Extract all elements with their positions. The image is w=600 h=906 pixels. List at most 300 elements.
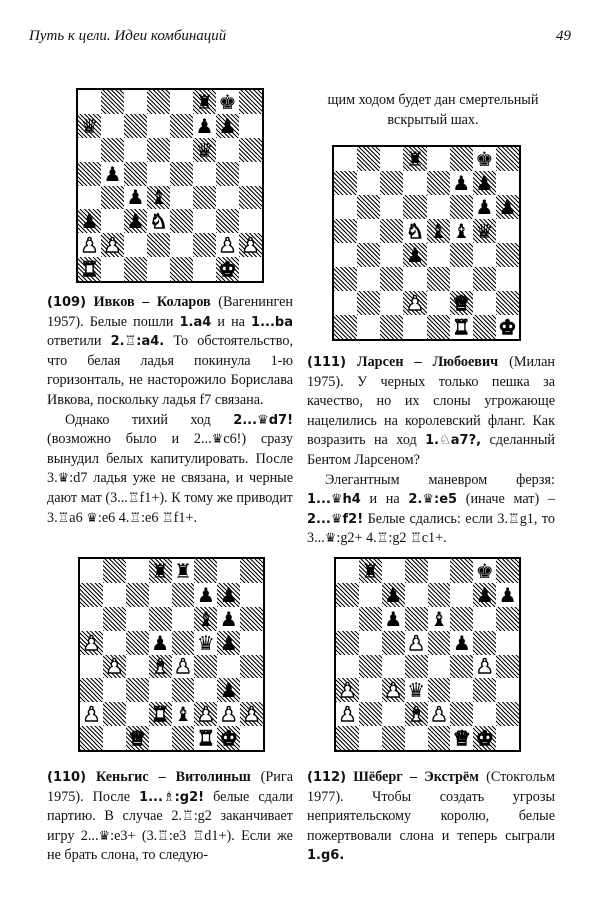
board-square xyxy=(450,726,473,750)
board-square xyxy=(170,233,193,257)
black-bishop-icon: ♝ xyxy=(429,606,448,631)
board-square xyxy=(427,291,450,315)
text-run: :e3 xyxy=(168,827,193,844)
queen-icon: ♛ xyxy=(324,531,337,547)
black-pawn-icon: ♟ xyxy=(452,630,471,655)
black-bishop-icon: ♝ xyxy=(173,702,192,727)
board-square xyxy=(473,631,496,655)
board-square xyxy=(473,726,496,750)
board-square xyxy=(450,678,473,702)
board-square xyxy=(405,559,428,583)
board-square xyxy=(216,162,239,186)
board-square xyxy=(496,147,519,171)
text-run: (возможно было и 2... xyxy=(47,431,212,448)
text-run: :e3+ (3. xyxy=(110,827,158,844)
board-square xyxy=(336,607,359,631)
black-pawn-icon: ♟ xyxy=(219,630,238,655)
board-square xyxy=(124,233,147,257)
black-rook-icon: ♜ xyxy=(405,147,424,171)
board-square xyxy=(428,583,451,607)
board-square xyxy=(80,631,103,655)
game-number: (110) xyxy=(47,770,87,785)
queen-icon: ♛ xyxy=(422,492,434,508)
player-names: Ивков – Коларов xyxy=(93,294,211,310)
board-square xyxy=(359,631,382,655)
rook-icon: ♖ xyxy=(410,531,422,547)
board-square xyxy=(496,219,519,243)
board-square xyxy=(496,291,519,315)
queen-icon: ♛ xyxy=(330,492,343,508)
game-109-intro xyxy=(47,293,293,411)
board-square xyxy=(359,559,382,583)
board-square xyxy=(194,559,217,583)
board-square xyxy=(80,559,103,583)
chess-diagram-111 xyxy=(332,145,521,341)
text-run: (иначе мат) – xyxy=(457,491,555,508)
queen-icon: ♛ xyxy=(211,432,224,448)
text-run: (Милан 1975). У черных только пешка за качество, но их слоны угрожающе нацелились на королевский фланг. Как возразить на ход xyxy=(307,354,556,449)
board-square xyxy=(357,171,380,195)
white-rook-icon: ♜ xyxy=(80,257,99,282)
text-run: сделанный Бентом Ларсеном? xyxy=(307,432,556,468)
board-square xyxy=(126,631,149,655)
board-square xyxy=(172,655,195,679)
text-run: :d7 ладья уже не связана, и черные дают мат (3... xyxy=(47,470,293,506)
board-square xyxy=(496,631,519,655)
rook-icon: ♖ xyxy=(161,510,174,526)
board-square xyxy=(80,583,103,607)
board-square xyxy=(147,138,170,162)
board-square xyxy=(239,162,262,186)
board-square xyxy=(428,655,451,679)
board-square xyxy=(101,209,124,233)
black-bishop-icon: ♝ xyxy=(149,185,168,210)
text-run: (Стокгольм 1977). Чтобы создать угрозы неприятельскому королю, белые пожертвовали слона и теперь сыграли xyxy=(307,769,555,844)
black-queen-icon: ♛ xyxy=(196,630,215,655)
black-pawn-icon: ♟ xyxy=(498,195,517,219)
board-square xyxy=(217,678,240,702)
text-run: f1+). К тому же приводит 3. xyxy=(47,489,293,526)
board-square xyxy=(103,678,126,702)
move-notation: 1.a4 xyxy=(179,314,212,330)
board-square xyxy=(357,291,380,315)
white-pawn-icon: ♟ xyxy=(429,702,448,727)
board-square xyxy=(359,702,382,726)
board-square xyxy=(103,607,126,631)
board-square xyxy=(124,138,147,162)
board-square xyxy=(357,243,380,267)
board-square xyxy=(147,186,170,210)
board-square xyxy=(80,607,103,631)
board-square xyxy=(450,171,473,195)
text-run: и на xyxy=(211,313,252,330)
board-square xyxy=(216,114,239,138)
board-square xyxy=(359,607,382,631)
board-square xyxy=(170,257,193,281)
move-notation: 2... xyxy=(233,412,258,428)
black-pawn-icon: ♟ xyxy=(126,185,145,210)
board-square xyxy=(216,209,239,233)
game-number: (112) xyxy=(307,770,347,785)
black-pawn-icon: ♟ xyxy=(126,209,145,234)
player-names: Ларсен – Любоевич xyxy=(357,354,499,370)
board-square xyxy=(216,233,239,257)
board-square xyxy=(193,162,216,186)
board-square xyxy=(496,678,519,702)
running-title: Путь к цели. Идеи комбинаций xyxy=(29,28,227,44)
board-square xyxy=(427,171,450,195)
page-number: 49 xyxy=(556,28,571,44)
board-square xyxy=(450,267,473,291)
board-square xyxy=(496,195,519,219)
board-square xyxy=(427,315,450,339)
board-square xyxy=(101,138,124,162)
board-square xyxy=(473,291,496,315)
game-number: (109) xyxy=(47,295,87,310)
board-square xyxy=(428,726,451,750)
black-queen-icon: ♛ xyxy=(80,113,99,138)
board-square xyxy=(217,655,240,679)
board-square xyxy=(405,678,428,702)
board-square xyxy=(357,267,380,291)
board-square xyxy=(427,147,450,171)
continued-paragraph: щим ходом будет дан смертельный вскрытый шах. xyxy=(327,92,539,128)
board-square xyxy=(334,267,357,291)
move-notation: 1.g6. xyxy=(307,848,345,864)
board-square xyxy=(124,186,147,210)
rook-icon: ♖ xyxy=(192,828,205,844)
board-square xyxy=(101,114,124,138)
text-run: g1, то 3... xyxy=(307,510,556,547)
move-notation: a7?, xyxy=(450,433,482,449)
board-square xyxy=(80,655,103,679)
board-square xyxy=(80,702,103,726)
game-number: (111) xyxy=(307,355,347,370)
board-square xyxy=(405,607,428,631)
board-square xyxy=(427,195,450,219)
text-run: c6!) сразу вынудил белых капитулировать. После 3. xyxy=(47,431,293,487)
black-pawn-icon: ♟ xyxy=(475,171,494,195)
game-110-intro xyxy=(47,768,293,866)
board-square xyxy=(193,257,216,281)
board-square xyxy=(149,559,172,583)
board-square xyxy=(428,559,451,583)
game-111-intro xyxy=(307,353,555,471)
black-queen-icon: ♛ xyxy=(407,678,426,703)
board-square xyxy=(450,702,473,726)
board-square xyxy=(428,631,451,655)
white-pawn-icon: ♟ xyxy=(475,654,494,679)
board-square xyxy=(239,138,262,162)
board-square xyxy=(239,257,262,281)
board-square xyxy=(194,678,217,702)
board-square xyxy=(405,702,428,726)
board-square xyxy=(147,233,170,257)
black-pawn-icon: ♟ xyxy=(219,606,238,631)
board-square xyxy=(193,138,216,162)
move-notation: :e5 xyxy=(434,492,458,508)
board-square xyxy=(357,195,380,219)
black-pawn-icon: ♟ xyxy=(103,161,122,186)
move-notation: 1... xyxy=(307,492,331,508)
board-square xyxy=(170,209,193,233)
board-square xyxy=(336,559,359,583)
board-square xyxy=(101,162,124,186)
board-square xyxy=(496,559,519,583)
move-notation: h4 xyxy=(342,492,361,508)
board-square xyxy=(359,655,382,679)
game-111-text xyxy=(307,353,555,549)
board-square xyxy=(403,171,426,195)
text-run: :g2 заканчивает игру 2... xyxy=(47,808,293,844)
board-square xyxy=(427,219,450,243)
board-square xyxy=(496,315,519,339)
board-square xyxy=(126,607,149,631)
board-square xyxy=(170,114,193,138)
board-square xyxy=(172,583,195,607)
board-square xyxy=(170,90,193,114)
game-112-text xyxy=(307,768,555,866)
board-square xyxy=(172,559,195,583)
board-square xyxy=(103,726,126,750)
board-square xyxy=(193,186,216,210)
board-square xyxy=(336,702,359,726)
board-square xyxy=(336,631,359,655)
black-pawn-icon: ♟ xyxy=(384,606,403,631)
board-square xyxy=(450,243,473,267)
board-square xyxy=(334,315,357,339)
board-square xyxy=(380,243,403,267)
black-king-icon: ♚ xyxy=(218,89,237,114)
board-square xyxy=(334,195,357,219)
chess-diagram-109 xyxy=(76,88,264,283)
text-run: :g2+ 4. xyxy=(336,530,377,547)
board-square xyxy=(193,233,216,257)
board-square xyxy=(193,209,216,233)
board-square xyxy=(380,267,403,291)
board-square xyxy=(149,655,172,679)
white-rook-icon: ♜ xyxy=(452,315,471,339)
board-square xyxy=(496,267,519,291)
move-notation: 1...ba xyxy=(251,314,293,330)
bishop-icon: ♗ xyxy=(162,789,175,805)
board-square xyxy=(380,291,403,315)
board-square xyxy=(147,257,170,281)
text-run: Элегантным маневром ферзя: xyxy=(325,471,555,488)
board-square xyxy=(450,655,473,679)
board-square xyxy=(450,631,473,655)
white-pawn-icon: ♟ xyxy=(338,702,357,727)
board-square xyxy=(382,559,405,583)
board-square xyxy=(427,267,450,291)
board-square xyxy=(78,257,101,281)
board-square xyxy=(403,291,426,315)
board-square xyxy=(496,702,519,726)
white-pawn-icon: ♟ xyxy=(82,630,101,655)
board-square xyxy=(382,702,405,726)
board-square xyxy=(473,267,496,291)
board-square xyxy=(382,678,405,702)
board-square xyxy=(428,607,451,631)
board-square xyxy=(334,243,357,267)
board-square xyxy=(147,90,170,114)
black-pawn-icon: ♟ xyxy=(475,195,494,219)
black-pawn-icon: ♟ xyxy=(151,630,170,655)
board-square xyxy=(217,583,240,607)
board-square xyxy=(496,655,519,679)
board-square xyxy=(450,195,473,219)
board-square xyxy=(194,726,217,750)
text-run: c1+. xyxy=(421,530,447,547)
board-square xyxy=(240,678,263,702)
board-square xyxy=(216,90,239,114)
board-square xyxy=(103,559,126,583)
black-bishop-icon: ♝ xyxy=(452,219,471,243)
text-run: :e6 4. xyxy=(97,509,130,526)
move-notation: 2. xyxy=(110,334,125,350)
black-pawn-icon: ♟ xyxy=(196,582,215,607)
board-square xyxy=(473,655,496,679)
game-109-analysis xyxy=(47,411,293,529)
board-square xyxy=(103,631,126,655)
board-square xyxy=(403,315,426,339)
board-square xyxy=(473,171,496,195)
black-pawn-icon: ♟ xyxy=(218,113,237,138)
black-rook-icon: ♜ xyxy=(195,89,214,114)
board-square xyxy=(194,702,217,726)
board-square xyxy=(450,147,473,171)
board-square xyxy=(147,162,170,186)
board-square xyxy=(149,702,172,726)
board-square xyxy=(473,243,496,267)
black-pawn-icon: ♟ xyxy=(80,209,99,234)
board-square xyxy=(380,195,403,219)
board-square xyxy=(382,655,405,679)
board-square xyxy=(239,90,262,114)
rook-icon: ♖ xyxy=(124,334,137,350)
board-square xyxy=(172,607,195,631)
board-square xyxy=(359,583,382,607)
board-square xyxy=(357,147,380,171)
board-square xyxy=(473,559,496,583)
white-rook-icon: ♜ xyxy=(151,702,170,727)
board-square xyxy=(101,233,124,257)
move-notation: 2. xyxy=(408,492,423,508)
board-square xyxy=(403,267,426,291)
board-square xyxy=(380,171,403,195)
text-run: Белые сдались: если 3. xyxy=(363,510,509,527)
white-pawn-icon: ♟ xyxy=(242,702,261,727)
white-queen-icon: ♛ xyxy=(452,291,471,315)
board-square xyxy=(336,726,359,750)
white-queen-icon: ♛ xyxy=(128,726,147,751)
board-square xyxy=(427,243,450,267)
board-square xyxy=(217,726,240,750)
board-square xyxy=(217,607,240,631)
white-pawn-icon: ♟ xyxy=(241,233,260,258)
text-run: :e6 xyxy=(141,509,162,526)
text-run: a6 xyxy=(69,509,87,526)
board-square xyxy=(126,702,149,726)
board-square xyxy=(172,702,195,726)
text-run: (Вагенинген 1957). Белые пошли xyxy=(47,294,294,330)
queen-icon: ♛ xyxy=(257,412,269,428)
white-pawn-icon: ♟ xyxy=(219,702,238,727)
board-square xyxy=(216,186,239,210)
text-run: :g2 xyxy=(388,530,411,547)
black-pawn-icon: ♟ xyxy=(452,171,471,195)
board-square xyxy=(496,583,519,607)
board-square xyxy=(149,583,172,607)
black-pawn-icon: ♟ xyxy=(475,582,494,607)
board-square xyxy=(193,90,216,114)
black-pawn-icon: ♟ xyxy=(384,582,403,607)
board-square xyxy=(149,607,172,631)
board-square xyxy=(357,219,380,243)
black-rook-icon: ♜ xyxy=(361,558,380,583)
board-square xyxy=(473,147,496,171)
board-square xyxy=(217,631,240,655)
chess-diagram-112 xyxy=(334,557,521,752)
move-notation: 1. xyxy=(425,433,440,449)
move-notation: f2! xyxy=(342,511,364,527)
board-square xyxy=(240,726,263,750)
board-square xyxy=(124,114,147,138)
board-square xyxy=(403,243,426,267)
board-square xyxy=(405,583,428,607)
board-square xyxy=(239,233,262,257)
board-square xyxy=(450,583,473,607)
knight-icon: ♘ xyxy=(439,433,451,449)
game-110-text xyxy=(47,768,293,866)
board-square xyxy=(78,162,101,186)
board-square xyxy=(240,583,263,607)
board-square xyxy=(473,607,496,631)
board-square xyxy=(149,631,172,655)
white-pawn-icon: ♟ xyxy=(384,678,403,703)
board-square xyxy=(336,678,359,702)
board-square xyxy=(124,90,147,114)
board-square xyxy=(78,114,101,138)
white-bishop-icon: ♝ xyxy=(151,654,170,679)
white-king-icon: ♚ xyxy=(475,726,494,751)
player-names: Кеньгис – Витолиньш xyxy=(95,769,251,785)
white-pawn-icon: ♟ xyxy=(103,233,122,258)
black-rook-icon: ♜ xyxy=(151,558,170,583)
board-square xyxy=(450,559,473,583)
continued-text xyxy=(310,91,556,130)
rook-icon: ♖ xyxy=(182,809,194,825)
board-square xyxy=(382,607,405,631)
board-square xyxy=(334,171,357,195)
board-square xyxy=(149,678,172,702)
text-run: ответили xyxy=(47,333,111,350)
white-pawn-icon: ♟ xyxy=(218,233,237,258)
board-square xyxy=(405,655,428,679)
white-pawn-icon: ♟ xyxy=(405,291,424,315)
board-square xyxy=(240,702,263,726)
text-run: и на xyxy=(360,491,409,508)
queen-icon: ♛ xyxy=(86,510,98,526)
board-square xyxy=(194,607,217,631)
board-square xyxy=(403,195,426,219)
board-square xyxy=(403,219,426,243)
queen-icon: ♛ xyxy=(57,471,70,487)
black-bishop-icon: ♝ xyxy=(196,606,215,631)
rook-icon: ♖ xyxy=(57,510,70,526)
game-111-analysis xyxy=(307,471,555,549)
game-109-text xyxy=(47,293,293,528)
